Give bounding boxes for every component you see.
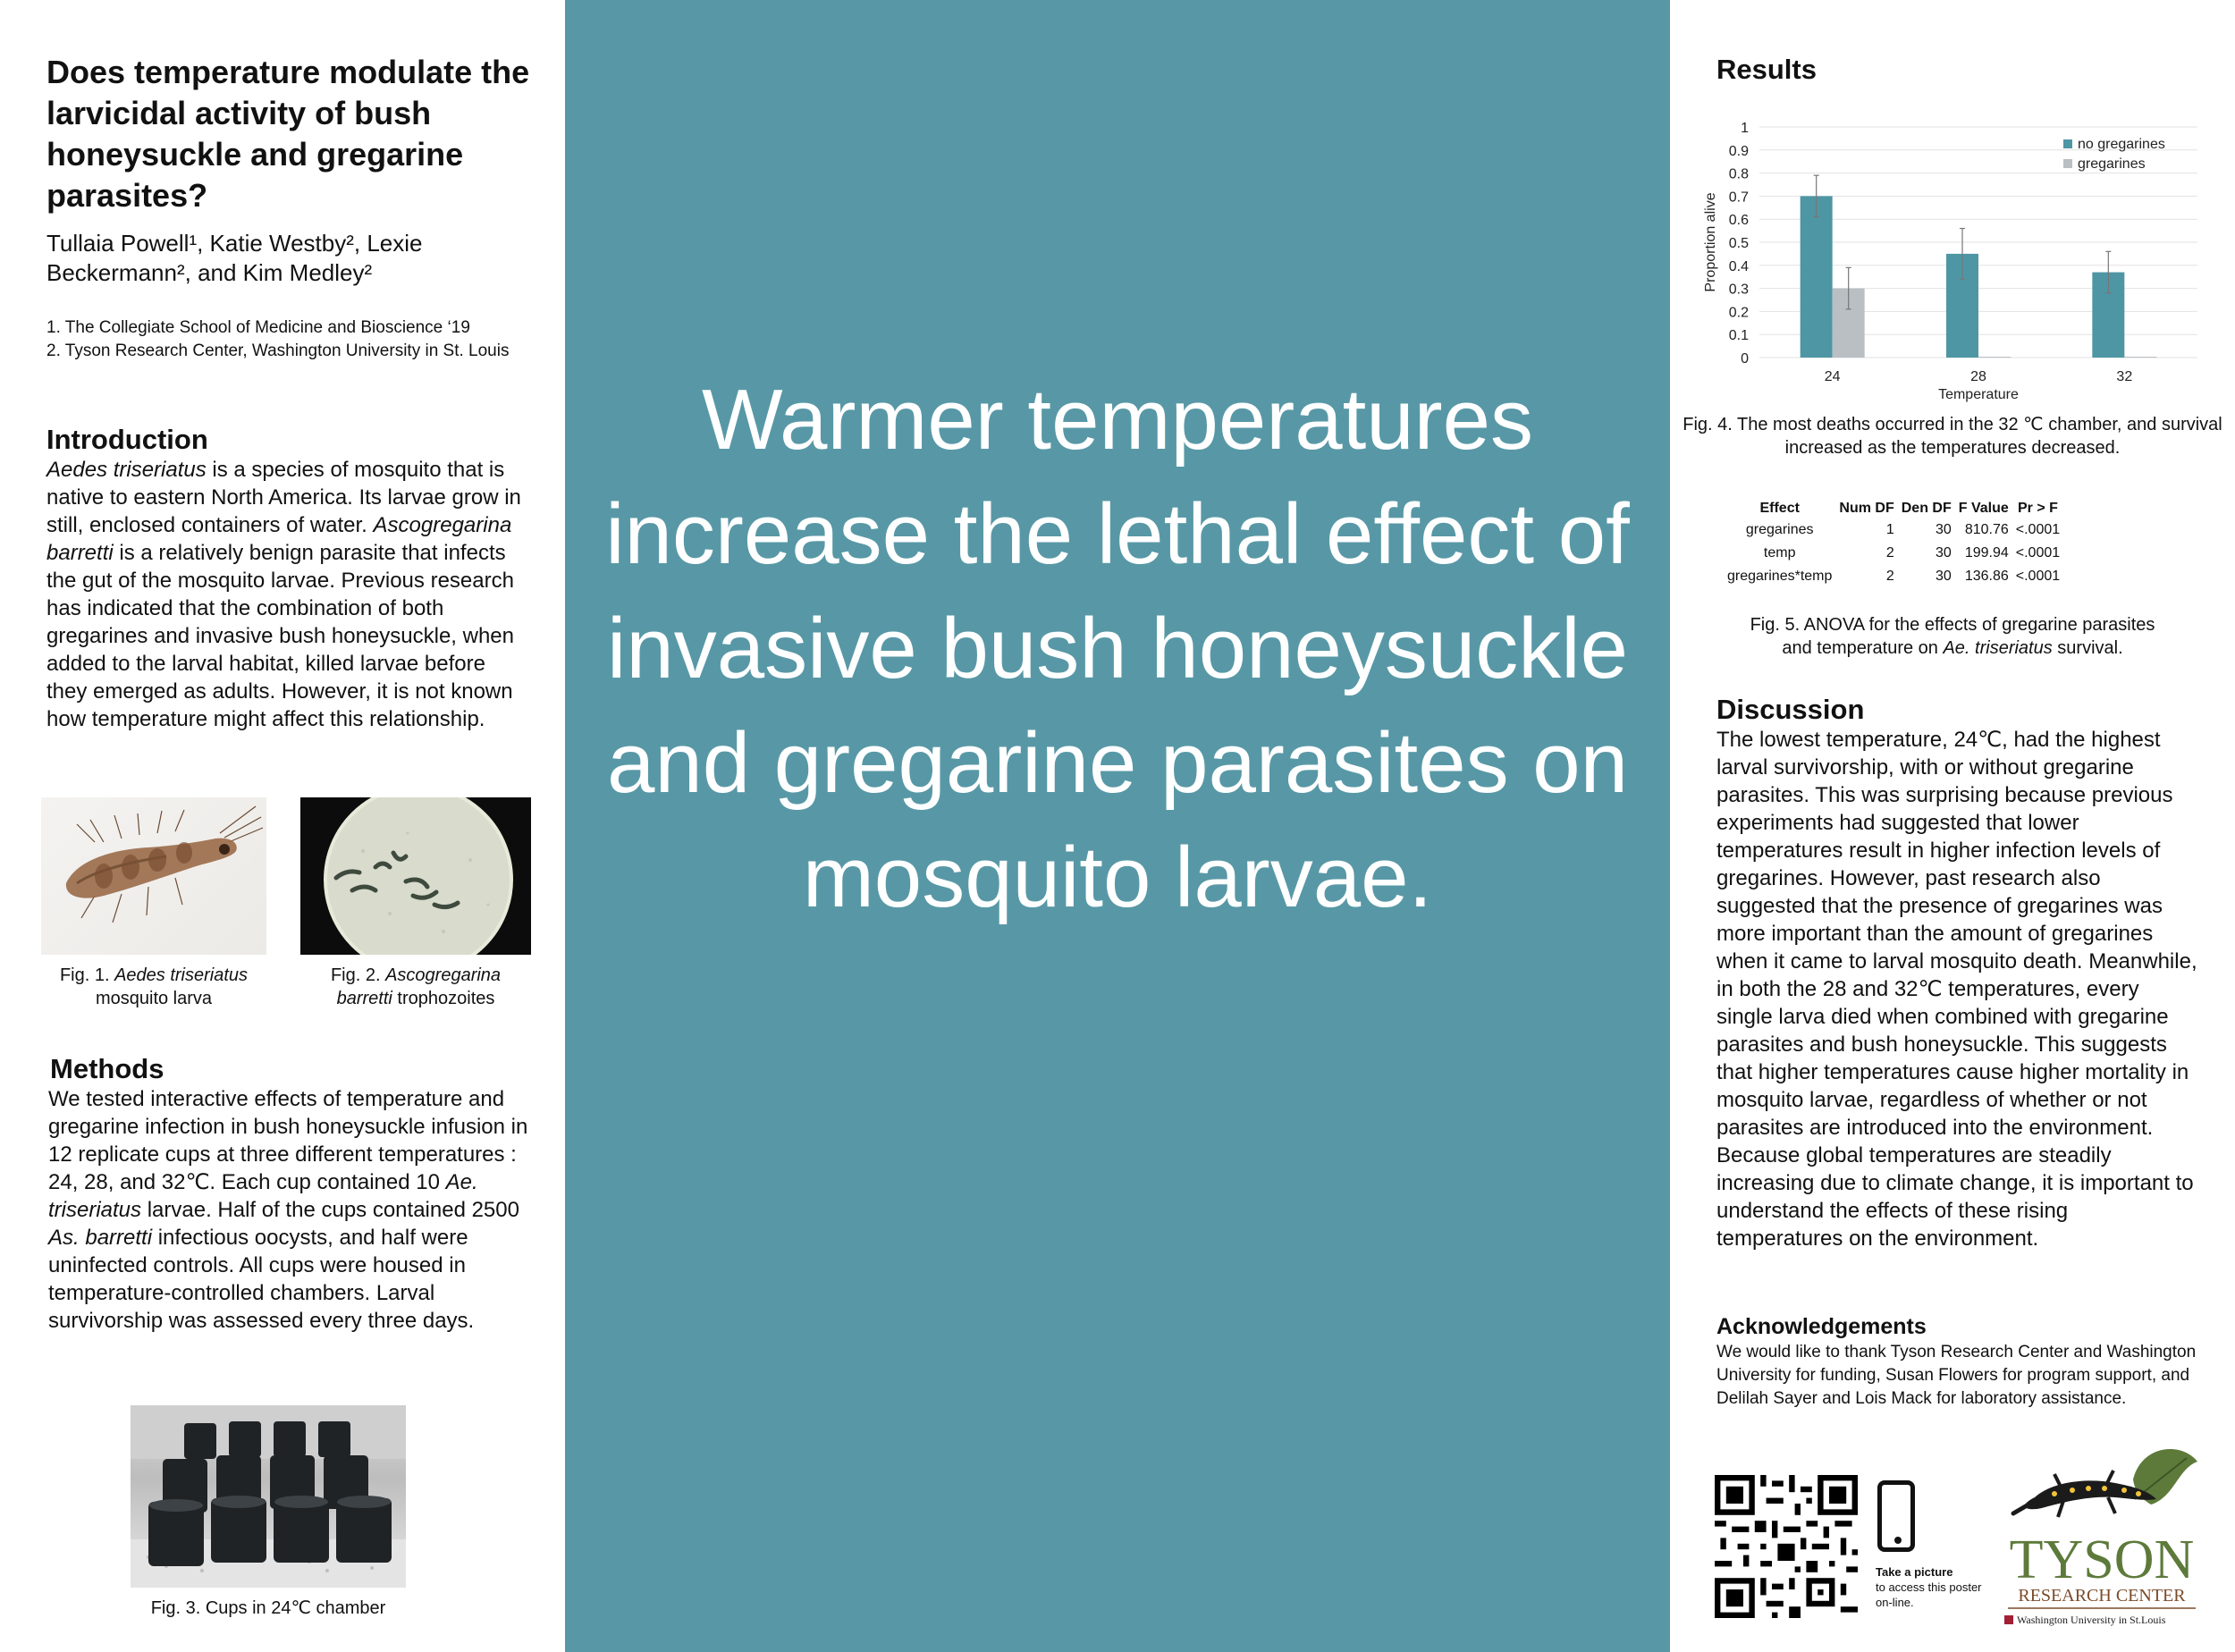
fig2-caption (300, 964, 531, 1010)
results-heading: Results (1716, 54, 1817, 85)
anova-row (1724, 565, 2063, 588)
affiliation-2: 2. Tyson Research Center, Washington University in St. Louis (46, 341, 510, 360)
methods-text (48, 1085, 531, 1335)
methods-text-2: larvae. Half of the cups contained 2500 (141, 1198, 519, 1222)
intro-species: Aedes triseriatus (46, 458, 207, 482)
legend-label: gregarines (2078, 156, 2146, 172)
anova-cell: 1 (1885, 522, 1894, 537)
fig2-prefix: Fig. 2. (330, 965, 386, 985)
legend-swatch (2063, 159, 2072, 168)
logo-tyson-text: TYSON (2009, 1530, 2195, 1590)
y-tick-label: 0 (1741, 351, 1749, 367)
anova-cell: <.0001 (2015, 545, 2061, 560)
methods-text-1: We tested interactive effects of temperature and gregarine infection in bush honeysuckle infusion in 12 replicate cups at three different temperatures : 24, 28, and 32℃. Each cup contained 10 (48, 1087, 528, 1194)
anova-cell: 2 (1885, 569, 1894, 584)
authors-line-1: Tullaia Powell¹, Katie Westby², Lexie (46, 230, 423, 257)
methods-heading: Methods (50, 1053, 164, 1084)
anova-header: Num DF (1839, 501, 1894, 516)
y-tick-label: 0.8 (1728, 166, 1749, 182)
anova-row (1724, 518, 2063, 542)
tyson-research-center-logo (1999, 1435, 2205, 1627)
fig5-line-1: Fig. 5. ANOVA for the effects of gregarine parasites (1750, 615, 2155, 635)
y-tick-label: 1 (1741, 121, 1749, 136)
intro-text-1: is a species of mosquito that is native to eastern North America. Its larvae grow in still, enclosed containers of water. (46, 458, 521, 537)
legend-swatch (2063, 139, 2072, 148)
authors (46, 229, 547, 288)
survival-chart (1670, 107, 2235, 411)
anova-cell: 30 (1935, 545, 1952, 560)
fig2-species-b: barretti (336, 989, 392, 1008)
fig5-caption (1670, 613, 2235, 660)
bar-no-gregarines (1801, 196, 1833, 358)
intro-parasite: Ascogregarina barretti (46, 513, 512, 565)
x-tick-label: 32 (2116, 369, 2133, 384)
acknowledgements-heading: Acknowledgements (1716, 1314, 1927, 1339)
qr-code[interactable] (1715, 1475, 1858, 1618)
wustl-shield-icon (2004, 1615, 2013, 1624)
y-tick-label: 0.1 (1728, 328, 1749, 344)
fig5-text-3: survival. (2052, 638, 2123, 658)
y-tick-label: 0.4 (1728, 258, 1749, 274)
anova-cell: 30 (1935, 569, 1952, 584)
fig2-species-a: Ascogregarina (385, 965, 502, 985)
methods-text-3: infectious oocysts, and half were uninfected controls. All cups were housed in temperature-controlled chambers. Larval survivorship was assessed every three days. (48, 1226, 475, 1333)
anova-cell: gregarines*temp (1727, 569, 1833, 584)
cups-photo (131, 1405, 406, 1588)
fig1-caption (41, 964, 266, 1010)
take-picture-bold: Take a picture (1876, 1565, 1953, 1579)
larva-photo (41, 797, 266, 955)
legend-label: no gregarines (2078, 137, 2165, 152)
affiliations (46, 316, 547, 363)
methods-species-1: Ae. triseriatus (48, 1170, 478, 1222)
y-tick-label: 0.2 (1728, 305, 1749, 321)
anova-cell: <.0001 (2015, 522, 2061, 537)
y-tick-label: 0.7 (1728, 190, 1749, 206)
discussion-heading: Discussion (1716, 694, 1865, 725)
affiliation-1: 1. The Collegiate School of Medicine and Bioscience ‘19 (46, 318, 470, 337)
authors-line-2: Beckermann², and Kim Medley² (46, 259, 373, 286)
fig5-text-2: and temperature on (1782, 638, 1944, 658)
discussion-text: The lowest temperature, 24℃, had the highest larval survivorship, with or without gregarine parasites. This was surprising because previous experiments had suggested that lower temperatures result in higher infection levels of gregarines. However, past research also suggested that the presence of gregarines was more important than the amount of gregarines when it came to larval mosquito death. Meanwhile, in both the 28 and 32℃ temperatures, every single larva died when combined with gregarine parasites and bush honeysuckle. This suggests that higher temperatures cause higher mortality in mosquito larvae, regardless of whether or not parasites are introduced into the environment. Because global temperatures are steadily increasing due to climate change, it is important to understand the effects of these rising temperatures on the environment. (1716, 728, 2197, 1251)
anova-header: Pr > F (2018, 501, 2058, 516)
center-panel (565, 0, 1670, 1652)
bar-gregarines (1978, 357, 2011, 358)
y-tick-label: 0.3 (1728, 282, 1749, 298)
anova-cell: gregarines (1745, 522, 1814, 537)
phone-icon (1877, 1480, 1915, 1552)
take-picture-note (1876, 1564, 1983, 1610)
survival-chart-svg (1670, 107, 2235, 411)
poster-title: Does temperature modulate the larvicidal activity of bush honeysuckle and gregarine parasites? (46, 54, 530, 214)
right-column (1670, 0, 2235, 1652)
phone-button-icon (1894, 1537, 1902, 1544)
fig1-prefix: Fig. 1. (59, 965, 115, 985)
x-tick-label: 28 (1970, 369, 1986, 384)
left-column (0, 0, 565, 1652)
fig5-line-2 (1670, 636, 2235, 660)
anova-cell: 199.94 (1964, 545, 2009, 560)
y-axis-label: Proportion alive (1703, 192, 1718, 292)
fig2-suffix: trophozoites (392, 989, 495, 1008)
key-message: Warmer temperatures increase the lethal effect of invasive bush honeysuckle and gregarine parasites on mosquito larvae. (605, 372, 1630, 925)
y-tick-label: 0.9 (1728, 143, 1749, 159)
anova-cell: 30 (1935, 522, 1952, 537)
trophozoites-photo (300, 797, 531, 955)
anova-row (1724, 542, 2063, 565)
y-tick-label: 0.5 (1728, 236, 1749, 251)
logo-research-text: RESEARCH CENTER (2018, 1586, 2186, 1606)
fig1-suffix: mosquito larva (95, 989, 213, 1008)
anova-cell: temp (1763, 545, 1796, 560)
anova-header: Den DF (1901, 501, 1952, 516)
anova-cell: <.0001 (2015, 569, 2061, 584)
methods-species-2: As. barretti (48, 1226, 153, 1250)
x-tick-label: 24 (1824, 369, 1841, 384)
anova-header: F Value (1958, 501, 2009, 516)
fig5-species: Ae. triseriatus (1943, 638, 2053, 658)
logo-wustl-text: Washington University in St.Louis (2017, 1614, 2166, 1626)
anova-cell: 810.76 (1964, 522, 2009, 537)
bar-gregarines (2124, 357, 2156, 358)
introduction-heading: Introduction (46, 424, 208, 455)
anova-cell: 2 (1885, 545, 1894, 560)
introduction-text (46, 456, 529, 733)
acknowledgements-text: We would like to thank Tyson Research Center and Washington University for funding, Susan Flowers for program support, and Delilah Sayer and Lois Mack for laboratory assistance. (1716, 1343, 2197, 1408)
x-axis-label: Temperature (1938, 387, 2019, 402)
fig4-caption: Fig. 4. The most deaths occurred in the 32 ℃ chamber, and survival increased as the temperatures decreased. (1683, 415, 2222, 458)
anova-cell: 136.86 (1964, 569, 2009, 584)
fig1-species: Aedes triseriatus (114, 965, 249, 985)
anova-header-row (1724, 499, 2063, 518)
intro-text-2: is a relatively benign parasite that infects the gut of the mosquito larvae. Previous research has indicated that the combination of both gregarines and invasive bush honeysuckle, when added to the larval habitat, killed larvae before they emerged as adults. However, it is not known how temperature might affect this relationship. (46, 541, 514, 731)
take-picture-text: to access this poster on-line. (1876, 1580, 1982, 1609)
fig3-caption: Fig. 3. Cups in 24℃ chamber (150, 1598, 386, 1618)
anova-table (1724, 499, 2063, 588)
y-tick-label: 0.6 (1728, 213, 1749, 229)
anova-header: Effect (1759, 501, 1800, 516)
